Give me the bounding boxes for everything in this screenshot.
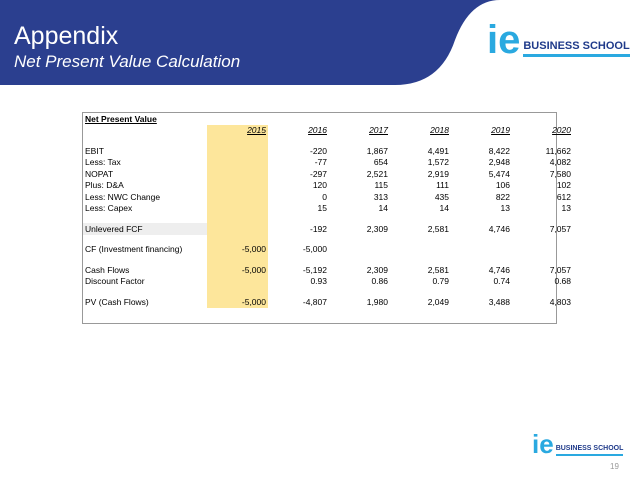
table-cell: 4,746: [488, 223, 510, 234]
table-cell: 4,491: [427, 145, 449, 156]
table-cell: [207, 168, 268, 180]
table-cell: [451, 244, 512, 256]
table-cell: -5,000: [207, 264, 268, 276]
table-cell: 2,948: [488, 157, 510, 168]
table-cell: [329, 244, 390, 256]
header-label-cell: [83, 125, 207, 137]
table-row-label: Discount Factor: [85, 276, 145, 287]
table-row-label: CF (Investment financing): [85, 244, 183, 255]
ie-logo-letters: ie: [487, 18, 521, 62]
table-cell: 1,572: [427, 157, 449, 168]
spacer-cell: [83, 287, 207, 296]
spacer-cell: [390, 287, 451, 296]
business-school-label-footer: BUSINESS SCHOOL: [556, 445, 624, 452]
table-cell: -5,000: [302, 244, 327, 255]
table-cell: 0.93: [310, 276, 327, 287]
page-title: Appendix: [14, 22, 119, 50]
table-row-label: Less: Tax: [85, 157, 121, 168]
year-header: 2017: [369, 125, 388, 136]
table-cell: 7,057: [549, 264, 571, 275]
table-cell: 2,919: [427, 168, 449, 179]
table-cell: [390, 244, 451, 256]
spacer-cell: [390, 255, 451, 264]
spacer-cell: [512, 214, 573, 223]
spacer-cell: [329, 235, 390, 244]
table-cell: -5,000: [207, 244, 268, 256]
table-row-label: Cash Flows: [85, 264, 130, 275]
page-subtitle: Net Present Value Calculation: [14, 52, 241, 71]
spacer-cell: [207, 255, 268, 264]
table-cell: 102: [556, 180, 571, 191]
table-cell: 822: [495, 191, 510, 202]
table-row-label: PV (Cash Flows): [85, 296, 149, 307]
year-header: 2015: [207, 125, 268, 137]
year-header: 2018: [430, 125, 449, 136]
table-cell: 4,082: [549, 157, 571, 168]
table-cell: 115: [374, 180, 388, 191]
ie-business-school-logo-footer: [532, 431, 623, 457]
table-cell: 2,521: [366, 168, 388, 179]
spacer-cell: [207, 235, 268, 244]
table-cell: 2,581: [427, 264, 449, 275]
spacer-cell: [329, 136, 390, 145]
spacer-cell: [451, 214, 512, 223]
ie-business-school-logo: [487, 20, 630, 60]
table-cell: [512, 244, 573, 256]
table-cell: 2,309: [366, 223, 388, 234]
table-cell: 612: [556, 191, 571, 202]
year-header: 2020: [552, 125, 571, 136]
spacer-cell: [329, 287, 390, 296]
table-cell: -5,000: [207, 296, 268, 308]
table-cell: 11,662: [545, 145, 571, 156]
table-cell: 2,581: [427, 223, 449, 234]
spacer-cell: [329, 214, 390, 223]
table-cell: 15: [317, 203, 327, 214]
table-cell: 4,803: [549, 296, 571, 307]
spacer-cell: [329, 255, 390, 264]
table-cell: 0.86: [371, 276, 388, 287]
table-row-label: Plus: D&A: [85, 180, 124, 191]
table-row-label: EBIT: [85, 145, 104, 156]
spacer-cell: [451, 136, 512, 145]
spacer-cell: [83, 214, 207, 223]
table-cell: 2,049: [427, 296, 449, 307]
spacer-cell: [207, 214, 268, 223]
business-school-label: BUSINESS SCHOOL: [523, 40, 629, 52]
table-cell: -4,807: [302, 296, 327, 307]
page-number: 19: [610, 462, 619, 471]
table-title: Net Present Value: [85, 113, 157, 124]
ie-logo-letters-footer: ie: [532, 429, 554, 459]
table-cell: [207, 180, 268, 192]
year-header: 2016: [308, 125, 327, 136]
spacer-cell: [512, 287, 573, 296]
table-cell: 3,488: [488, 296, 510, 307]
table-cell: 0.79: [432, 276, 449, 287]
table-cell: 654: [373, 157, 388, 168]
table-cell: [207, 157, 268, 169]
table-cell: 120: [312, 180, 327, 191]
table-cell: -297: [309, 168, 327, 179]
table-cell: [207, 145, 268, 157]
empty-cell: [390, 113, 451, 125]
table-cell: [207, 223, 268, 235]
table-cell: 7,580: [549, 168, 571, 179]
table-cell: 14: [378, 203, 388, 214]
table-cell: 8,422: [488, 145, 510, 156]
table-cell: 1,867: [366, 145, 388, 156]
table-cell: 7,057: [549, 223, 571, 234]
table-cell: -192: [309, 223, 327, 234]
table-row-label: NOPAT: [85, 168, 114, 179]
table-cell: 5,474: [488, 168, 510, 179]
spacer-cell: [207, 136, 268, 145]
spacer-cell: [451, 287, 512, 296]
spacer-cell: [390, 214, 451, 223]
table-cell: -5,192: [302, 264, 327, 275]
table-cell: [207, 203, 268, 215]
spacer-cell: [268, 214, 329, 223]
spacer-cell: [451, 255, 512, 264]
spacer-cell: [268, 287, 329, 296]
empty-cell: [329, 113, 390, 125]
empty-cell: [268, 113, 329, 125]
spacer-cell: [207, 287, 268, 296]
table-cell: 0: [322, 191, 327, 202]
npv-table: [83, 113, 573, 308]
spacer-cell: [268, 255, 329, 264]
spacer-cell: [83, 136, 207, 145]
table-row-label: Unlevered FCF: [83, 223, 207, 235]
year-header: 2019: [491, 125, 510, 136]
table-cell: 1,980: [366, 296, 388, 307]
table-cell: [207, 191, 268, 203]
table-cell: 4,746: [488, 264, 510, 275]
spacer-cell: [512, 235, 573, 244]
spacer-cell: [83, 235, 207, 244]
spacer-cell: [512, 136, 573, 145]
empty-cell: [512, 113, 573, 125]
table-cell: 14: [439, 203, 449, 214]
table-cell: 106: [495, 180, 510, 191]
spacer-cell: [268, 136, 329, 145]
table-row-label: Less: Capex: [85, 203, 133, 214]
table-cell: 313: [373, 191, 388, 202]
table-cell: [207, 276, 268, 288]
table-cell: 13: [561, 203, 571, 214]
spacer-cell: [390, 235, 451, 244]
spacer-cell: [268, 235, 329, 244]
table-cell: 111: [436, 180, 449, 191]
spacer-cell: [83, 255, 207, 264]
table-cell: 0.74: [493, 276, 510, 287]
table-cell: -220: [309, 145, 327, 156]
empty-cell: [207, 113, 268, 125]
spacer-cell: [390, 136, 451, 145]
table-cell: 0.68: [554, 276, 571, 287]
table-cell: 435: [434, 191, 449, 202]
table-cell: 2,309: [366, 264, 388, 275]
table-cell: -77: [314, 157, 327, 168]
table-cell: 13: [500, 203, 510, 214]
table-row-label: Less: NWC Change: [85, 191, 161, 202]
spacer-cell: [512, 255, 573, 264]
empty-cell: [451, 113, 512, 125]
spacer-cell: [451, 235, 512, 244]
